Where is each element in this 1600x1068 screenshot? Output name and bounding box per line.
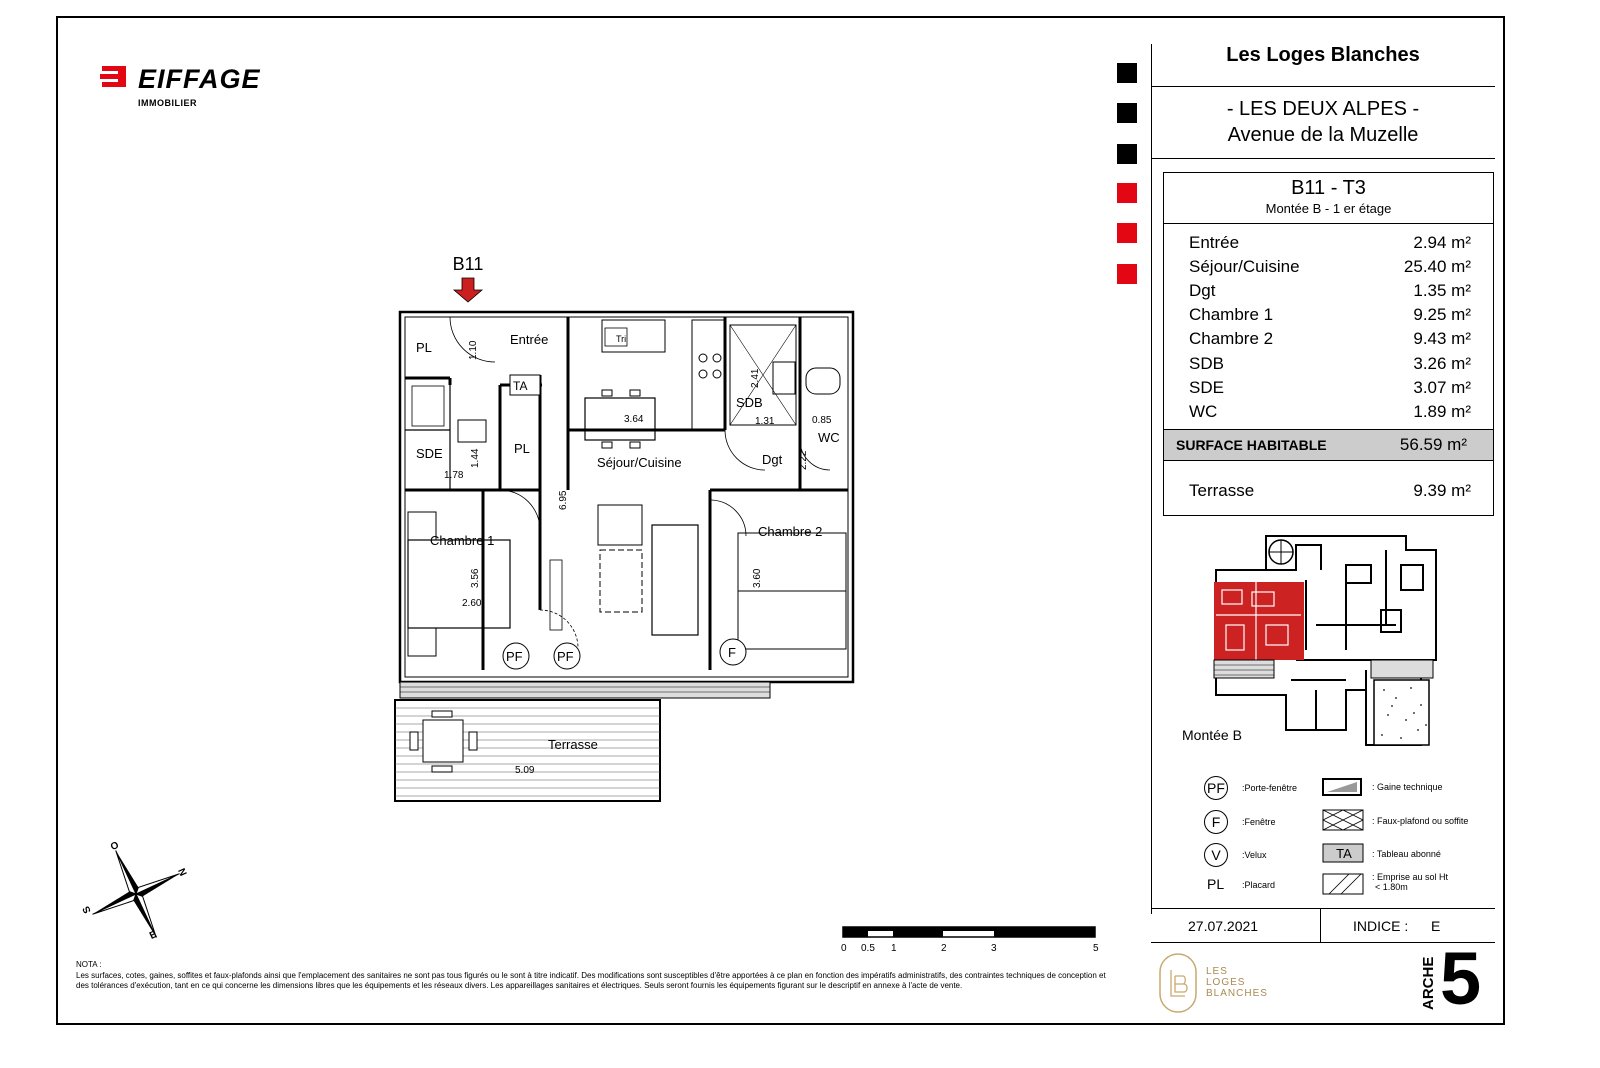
titleblock-rule (1151, 908, 1495, 909)
location-line1: - LES DEUX ALPES - (1226, 98, 1420, 120)
legend-v-symbol: V (1204, 843, 1228, 867)
legend-pf-symbol: PF (1204, 776, 1228, 800)
lot-name: B11 - T3 (1291, 177, 1366, 199)
compass-n: N (175, 866, 189, 879)
room-label: Entrée (1189, 233, 1240, 252)
indice-label: INDICE : (1353, 918, 1409, 934)
room-dgt: Dgt (762, 452, 783, 467)
room-row (1189, 402, 1471, 424)
room-pl-2: PL (514, 441, 530, 456)
titleblock-rule (1151, 86, 1495, 87)
area-table (1163, 172, 1494, 516)
loges-blanches-wordmark (1206, 966, 1268, 999)
floor-plan (390, 250, 865, 810)
dim-label: 3.56 (470, 568, 481, 588)
tri-label: Tri (616, 334, 627, 344)
pf-marker-2: PF (557, 649, 574, 664)
dim-label: 1.78 (444, 470, 464, 481)
room-area: 2.94 m² (1413, 233, 1471, 252)
room-wc: WC (818, 430, 840, 445)
legend-pf-text: :Porte-fenêtre (1242, 783, 1298, 793)
titleblock-rule (1151, 158, 1495, 159)
dim-label: 3.60 (752, 568, 763, 588)
location-line2: Avenue de la Muzelle (1227, 124, 1419, 146)
loges-line2: LOGES (1206, 977, 1246, 988)
room-row (1189, 354, 1471, 376)
scale-bar (842, 926, 1098, 940)
room-sdb: SDB (736, 395, 763, 410)
legend-pl-symbol: PL (1207, 876, 1225, 892)
room-label: Séjour/Cuisine (1189, 257, 1300, 276)
lot-marker-label: B11 (452, 254, 484, 274)
surface-value: 56.59 m² (1399, 435, 1467, 454)
project-title: Les Loges Blanches (1226, 44, 1420, 66)
room-label: Chambre 2 (1189, 329, 1274, 348)
scale-tick: 1 (891, 943, 897, 954)
room-sde: SDE (416, 446, 443, 461)
surface-habitable-row (1164, 429, 1493, 461)
scale-tick: 3 (991, 943, 997, 954)
table-separator (1164, 223, 1493, 224)
loges-line3: BLANCHES (1206, 988, 1268, 999)
nota-block (76, 960, 1116, 992)
titleblock-rule (1320, 908, 1321, 942)
room-row (1189, 233, 1471, 255)
lot-highlight (1214, 582, 1304, 660)
terrace-row (1189, 481, 1471, 503)
room-area: 3.26 m² (1413, 354, 1471, 373)
brand-sub: IMMOBILIER (138, 98, 197, 108)
entry-arrow-icon (454, 278, 482, 302)
dim-label: 5.09 (515, 765, 535, 776)
dim-label: 6.95 (558, 490, 569, 510)
marker-square (1117, 63, 1137, 83)
lot-montee: Montée B - 1 er étage (1265, 201, 1392, 216)
legend-ta-symbol: TA (1336, 846, 1352, 861)
room-row (1189, 305, 1471, 327)
dim-label: 2.22 (798, 450, 809, 470)
terrace-label: Terrasse (1189, 481, 1255, 500)
plan-date: 27.07.2021 (1188, 918, 1259, 934)
legend-faux-text: : Faux-plafond ou soffite (1372, 816, 1469, 826)
room-terrasse: Terrasse (548, 737, 598, 752)
compass-s: S (80, 904, 94, 915)
dim-label: 0.85 (812, 415, 832, 426)
scale-tick: 2 (941, 943, 947, 954)
room-label: Dgt (1189, 281, 1216, 300)
dim-label: 1.44 (470, 448, 481, 468)
f-marker: F (728, 645, 736, 660)
key-plan-label: Montée B (1182, 727, 1242, 743)
scale-tick: 0 (841, 943, 847, 954)
nota-text: Les surfaces, cotes, gaines, soffites et faux-plafonds ainsi que l'emplacement des sanitaires ne sont pas tous figurés ou le sont à titre indicatif. Des modifications sont susceptibles d'être apportées à ce plan en fonction des impératifs administratifs, des contraintes techniques de conception et des tolérances d'exécution, tant en ce qui concerne les dimensions libres que les équipements et les réseaux divers. Les appareillages sanitaires et électriques. Seuls seront fournis les équipements figurant sur le descriptif en annexe à l'acte de vente. (76, 970, 1106, 990)
eiffage-mark-icon (100, 66, 128, 92)
room-row (1189, 329, 1471, 351)
marker-square (1117, 183, 1137, 203)
marker-square (1117, 144, 1137, 164)
dim-label: 2.41 (750, 368, 761, 388)
room-area: 1.89 m² (1413, 402, 1471, 421)
legend-v-text: :Velux (1242, 850, 1267, 860)
loges-blanches-logo-icon (1158, 952, 1198, 1014)
legend-f-symbol: F (1204, 810, 1228, 834)
room-row (1189, 281, 1471, 303)
room-label: SDB (1189, 354, 1224, 373)
brand-name: EIFFAGE (138, 64, 261, 94)
titleblock-divider (1151, 44, 1152, 914)
compass-o: O (109, 839, 121, 854)
indice-value: E (1431, 918, 1441, 934)
room-area: 9.25 m² (1413, 305, 1471, 324)
legend-ta-text: : Tableau abonné (1372, 849, 1441, 859)
arche-digit: 5 (1440, 937, 1482, 1020)
legend-pl-text: :Placard (1242, 880, 1276, 890)
room-entree: Entrée (510, 332, 549, 347)
dim-label: 2.60 (462, 598, 482, 609)
surface-label: SURFACE HABITABLE (1176, 437, 1327, 453)
room-area: 3.07 m² (1413, 378, 1471, 397)
scale-tick: 5 (1093, 943, 1099, 954)
arche-wordmark: ARCHE (1420, 956, 1437, 1010)
compass-rose-icon (80, 838, 190, 948)
pf-marker-1: PF (506, 649, 523, 664)
room-area: 9.43 m² (1413, 329, 1471, 348)
legend-f-text: :Fenêtre (1242, 817, 1276, 827)
marker-square (1117, 223, 1137, 243)
terrace-value: 9.39 m² (1413, 481, 1471, 500)
ta-label: TA (513, 379, 528, 393)
loges-line1: LES (1206, 966, 1228, 977)
legend-gaine-text: : Gaine technique (1372, 782, 1443, 792)
marker-square (1117, 103, 1137, 123)
nota-title: NOTA : (76, 960, 102, 969)
room-label: Chambre 1 (1189, 305, 1274, 324)
scale-tick: 0.5 (861, 943, 875, 954)
project-location (1152, 96, 1494, 148)
room-area: 25.40 m² (1403, 257, 1471, 276)
room-sejour: Séjour/Cuisine (597, 455, 682, 470)
key-plan (1196, 530, 1456, 755)
dim-label: 3.64 (624, 414, 644, 425)
room-row (1189, 378, 1471, 400)
marker-square (1117, 264, 1137, 284)
room-chambre2: Chambre 2 (758, 524, 823, 539)
dim-label: 1.10 (468, 340, 479, 360)
room-label: WC (1189, 402, 1218, 421)
room-pl-1: PL (416, 340, 432, 355)
dim-label: 1.31 (755, 416, 775, 427)
legend-symbols (1321, 776, 1365, 896)
legend-emprise-line2: < 1.80m (1375, 882, 1408, 892)
compass-e: E (147, 929, 159, 942)
room-row (1189, 257, 1471, 279)
legend-emprise-text (1372, 872, 1448, 892)
room-label: SDE (1189, 378, 1224, 397)
room-chambre1: Chambre 1 (430, 533, 495, 548)
room-area: 1.35 m² (1413, 281, 1471, 300)
legend-emprise-line1: : Emprise au sol Ht (1372, 872, 1449, 882)
